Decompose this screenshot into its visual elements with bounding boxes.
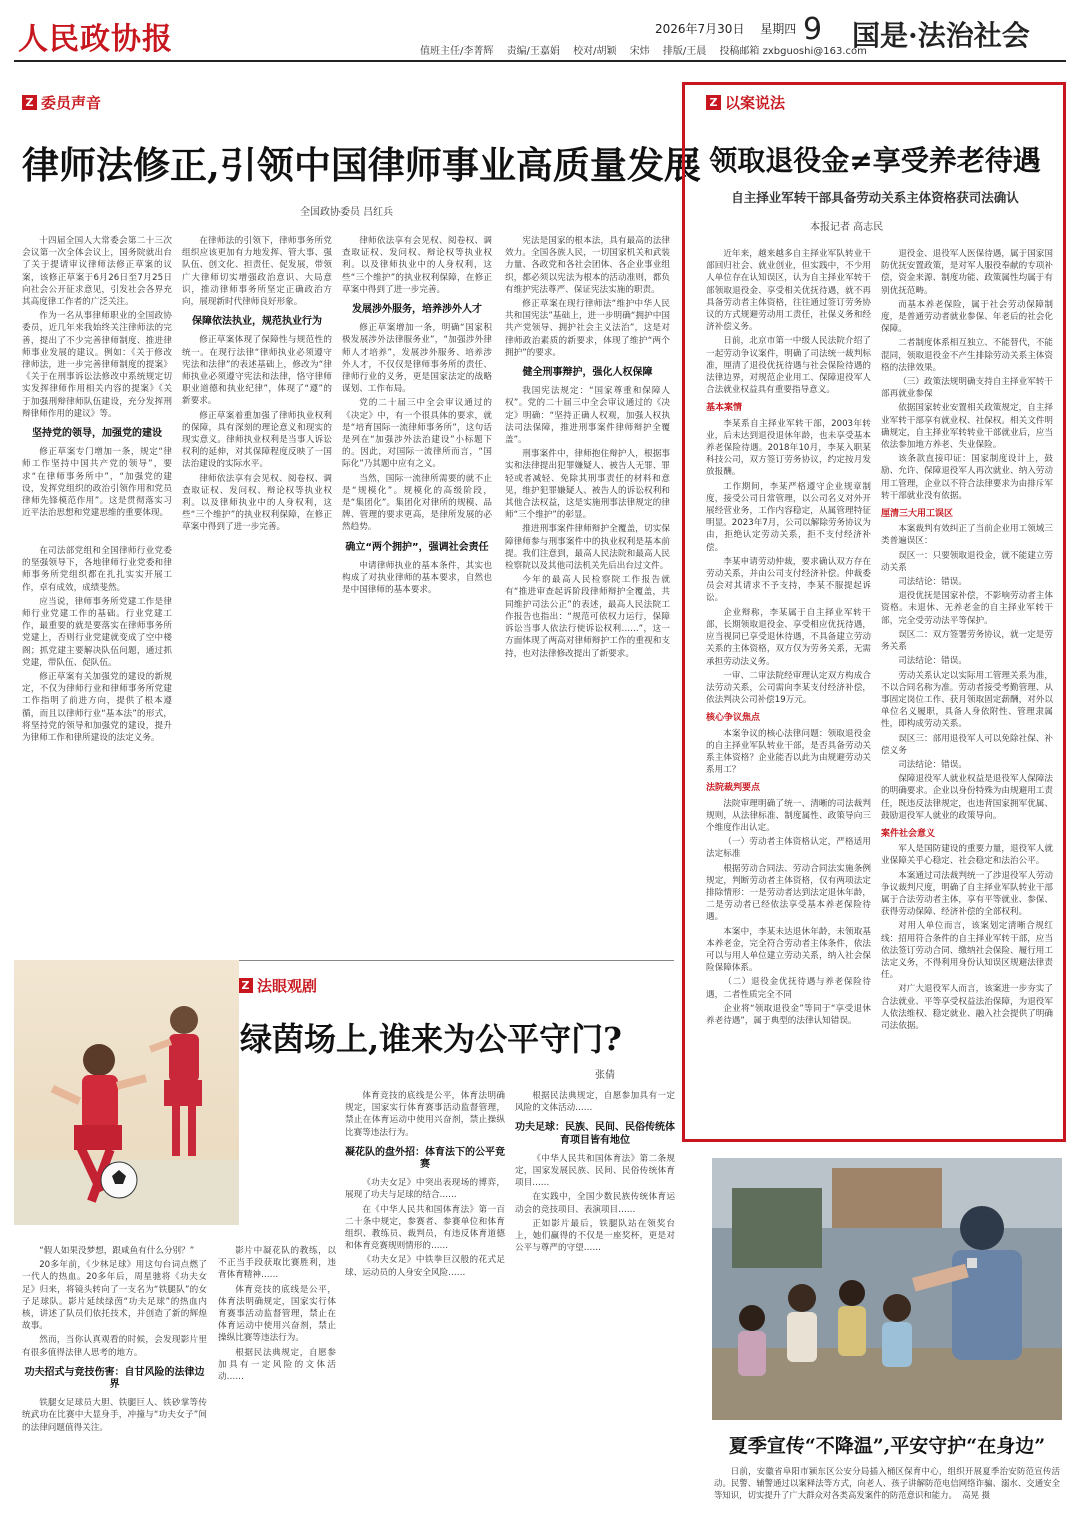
football-players-illustration [14,960,239,1225]
paragraph: 该条款直接印证：国家制度设计上，鼓励、允许、保障退役军人再次就业、纳入劳动用工管理，企业以不符合法律要求为由排斥军转干部就业没有依据。 [881,454,1053,501]
news-photo [712,1158,1062,1420]
paragraph: 铁腿女足球员大胆、铁腿巨人、铁砂掌等传统武功在比赛中大显身手，冲撞与“功夫女子”间的法律问题值得关注。 [22,1398,207,1433]
paragraph: 影片中凝花队的教练，以不正当手段获取比赛胜利，违背体育精神…… [218,1246,336,1281]
article-column [515,1090,675,1520]
paragraph: 企业将“领取退役金”等同于“享受退休养老待遇”，属于典型的法律认知错误。 [706,1003,871,1026]
paragraph: 在实践中，全国少数民族传统体育运动会的竞技项目、表演项目…… [515,1192,675,1215]
paragraph: 然而，当你认真观看的时候，会发现影片里有很多值得法律人思考的地方。 [22,1335,207,1358]
photo-caption-text [714,1465,1060,1520]
section-heading: 核心争议焦点 [706,713,761,724]
section-heading: 厘清三大用工误区 [881,509,954,520]
paragraph: 一审、二审法院经审理认定双方构成合法劳动关系，公司需向李某支付经济补偿，依法判决公司补偿19万元。 [706,670,871,706]
article-column [22,1245,207,1520]
article-column [342,235,492,940]
paragraph: 刑事案件中，律师抱住辩护人，根据事实和法律提出犯罪嫌疑人、被告人无罪、罪轻或者减轻、免除其刑事责任的材料和意见，维护犯罪嫌疑人、被告人的诉讼权利和其他合法权益，这是实施刑事法律规定的律师“三个维护”的彰显。 [505,449,670,521]
paragraph: 正如影片最后，铁腿队站在领奖台上，她们赢得的不仅是一座奖杯，更是对公平与尊严的守望…… [515,1218,675,1254]
article-subtitle: 自主择业军转干部具备劳动关系主体资格获司法确认 [731,190,1019,205]
paragraph: 律师依法享有会见权、阅卷权、调查取证权、发问权、辩论权等执业权利。以及律师执业中的人身权利，这些“三个维护”的执业权利保障，在修正草案中得到了进一步完善。 [182,473,332,533]
paragraph: 司法结论：错误。 [898,656,967,667]
paragraph: 体育竞技的底线是公平，体育法明确规定，国家实行体育赛事活动监督管理，禁止在体育运动中使用兴奋剂，禁止操纵比赛等违法行为。 [345,1091,505,1138]
paragraph: 我国宪法规定：“国家尊重和保障人权”。党的二十届三中全会审议通过的《决定》明确：“坚持正确人权观，加强人权执法司法保障，推进刑事案件律师辩护全覆盖”。 [505,386,670,446]
paragraph: 对广大退役军人而言，该案进一步夯实了合法就业、平等享受权益法治保障，为退役军人依法维权、稳定就业、融入社会提供了明确司法依据。 [881,984,1053,1031]
paragraph: 误区一：只要领取退役金，就不能建立劳动关系 [881,550,1053,573]
article-column [182,235,332,940]
paragraph: 退役优抚是国家补偿，不影响劳动者主体资格。未退休、无养老金的自主择业军转干部，完全受劳动法平等保护。 [881,591,1053,626]
article-column [706,248,871,1133]
paragraph: 法院审理明确了统一、清晰的司法裁判规则，从法律标准、制度属性、政策导向三个维度作出认定。 [706,798,871,833]
paragraph: 二者制度体系相互独立、不能替代，不能混同，领取退役金不产生排除劳动关系主体资格的法律效果。 [881,338,1053,373]
paragraph: 企业辩称，李某属于自主择业军转干部，长期领取退役金、享受相应优抚待遇，应当视同已享受退休待遇，不具备建立劳动关系的主体资格，双方仅为劳务关系，无需承担劳动法义务。 [706,607,871,667]
paragraph: 军人是国防建设的重要力量，退役军人就业保障关乎心稳定、社会稳定和法治公平。 [881,844,1053,867]
credit-item: 校对/胡颖 [573,46,617,57]
paragraph: 在《中华人民共和国体育法》第一百二十条中规定，参赛者、参赛单位和体育组织、教练员、裁判员，有违反体育道德和体育竞赛规则情形的…… [345,1204,505,1252]
paragraph: 对用人单位而言，该案划定清晰合规红线：招用符合条件的自主择业军转干部，应当依法签订劳动合同、缴纳社会保险、履行用工法定义务，不得利用身份认知误区规避法律责任。 [881,921,1053,981]
z-badge-icon: Z [706,95,721,110]
paragraph: 根据劳动合同法、劳动合同法实施条例规定，判断劳动者主体资格，仅有两项法定排除情形：一是劳动者达到法定退休年龄，二是劳动者已经依法享受基本养老保险待遇。 [706,863,871,923]
tag-label: 委员声音 [41,94,102,112]
paragraph: 工作期间，李某严格遵守企业规章制度，接受公司日常管理，以公司名义对外开展经营业务，工作内容稳定，从属管理特征明显。2023年7月，公司以解除劳务协议为由，拒绝认定劳动关系，拒不支付经济补偿。 [706,481,871,553]
article-column [881,248,1053,1133]
paragraph: 而基本养老保险，属于社会劳动保障制度，是普通劳动者就业参保、年老后的社会化保障。 [881,299,1053,335]
article-column [345,1090,505,1520]
paragraph: 修正草案体现了保障性与规范性的统一。在现行法律“律师执业必须遵守宪法和法律”的表述基础上，修改为“律师执业必须遵守宪法和法律，恪守律师职业道德和执业纪律”，体现了“遵”的新要求。 [182,335,332,407]
paragraph: 当然，国际一流律所需要的就不止是“规模化”。规模化的高级阶段，是“集团化”。集团化对律所的规模、品牌、管理的要求更高，是律所发展的必然趋势。 [342,473,492,533]
credit-item: 责编/王嘉娟 [506,46,560,57]
paragraph: 推进刑事案件律师辩护全覆盖，切实保障律师参与刑事案件中的执业权利是基本前提。我们注意到，最高人民法院和最高人民检察院以及其他司法机关先后出台过文件。 [505,524,670,572]
weekday: 星期四 [760,22,797,36]
date-line [655,20,808,37]
paragraph: 《中华人民共和国体育法》第二条规定，国家发展民族、民间、民俗传统体育项目…… [515,1153,675,1189]
paragraph: 保障退役军人就业权益是退役军人保障法的明确要求。企业以身份特殊为由规避用工责任，既违反法律规定，也违背国家拥军优属、鼓励退役军人就业的政策导向。 [881,774,1053,821]
paragraph: 退役金、退役军人医保待遇，属于国家国防优抚安置政策，是对军人服役奉献的专项补偿，资金来源、制度功能、政策属性均属于有别优抚范畴。 [881,249,1053,296]
paragraph: 根据民法典规定，自愿参加具有一定风险的文体活动…… [218,1347,336,1383]
z-badge-icon: Z [238,978,253,993]
paragraph: 应当说，律师事务所党建工作是律师行业党建工作的基础。行业党建工作，最重要的就是要落实在律师事务所党建上，否则行业党建就变成了空中楼阁；抓党建主要解决队伍问题，通过抓党建，带队伍、促队伍。 [22,596,172,668]
paragraph: （一）劳动者主体资格认定，严格适用法定标准 [706,837,871,860]
paragraph: （二）退役金优抚待遇与养老保险待遇，二者性质完全不同 [706,977,871,1000]
article-byline: 全国政协委员 吕红兵 [300,207,394,218]
article-column [22,545,172,940]
photo-credit: 高晃 摄 [962,1490,990,1501]
section-heading: 法院裁判要点 [706,783,761,794]
paragraph: 近年来，越来越多自主择业军队转业干部回归社会、就业创业，但实践中，不少用人单位存在认知误区，认为自主择业军转干部领取退役金、享受相关优抚待遇，就不再具备劳动者主体资格，往往通过签订劳务协议的方式规避劳动用工责任，社保义务和经济补偿义务。 [706,249,871,333]
paragraph: 在律师法的引领下，律师事务所党组织应该更加有力地发挥、管大事、强队伍、创文化、担责任、促发展，带领广大律师切实增强政治意识、大局意识，推动律师事务所坚定正确政治方向，展现新时代律师良好形象。 [182,236,332,308]
masthead-rule [14,60,1066,62]
credit-item: 宋炜 [629,46,650,57]
tag-label: 法眼观剧 [257,977,318,995]
page-section-title: 国是·法治社会 [852,19,1030,52]
photo-caption-title: 夏季宣传“不降温”,平安守护“在身边” [728,1435,1046,1457]
issue-date: 2026年7月30日 [655,22,745,36]
paragraph: 申请律师执业的基本条件，其实也构成了对执业律师的基本要求，自然也是中国律师的基本要求。 [342,560,492,596]
editor-credits [420,42,877,57]
paragraph: 司法结论：错误。 [898,759,967,770]
article-headline: 领取退役金≠享受养老待遇 [709,144,1041,177]
article-column [505,235,670,940]
article-headline: 律师法修正,引领中国律师事业高质量发展 [22,143,701,187]
paragraph: 误区三：部用退役军人可以免除社保、补偿义务 [881,733,1053,756]
section-tag [238,975,317,996]
paragraph: 《功夫女足》中铁拳巨汉般的花式足球、运动员的人身安全风险…… [345,1255,505,1278]
tag-label: 以案说法 [725,94,786,112]
paragraph: 20多年前，《少林足球》用这句台词点燃了一代人的热血。20多年后，周星驰将《功夫女足》归来，将镜头转向了一支名为“铁腿队”的女子足球队。影片延续绿茵“功夫足球”的热血内核，讲述了队员们依托技术，并创造了新的辉煌故事。 [22,1260,207,1332]
paragraph: 误区二：双方签署劳务协议，就一定是劳务关系 [881,629,1053,653]
paragraph: 十四届全国人大常委会第二十三次会议第一次全体会议上，国务院就出台了关于提请审议律师法修正草案的议案，该修正草案于6月26日至7月25日向社会公开征求意见，引发社会各界充其高度律工作者的广泛关注。 [22,236,172,308]
police-with-children-photo [712,1158,1062,1420]
z-badge-icon: Z [22,95,37,110]
paragraph: 体育竞技的底线是公平，体育法明确规定，国家实行体育赛事活动监督管理，禁止在体育运动中使用兴奋剂，禁止操纵比赛等违法行为。 [218,1284,336,1344]
paragraph: 劳动关系认定以实际用工管理关系为准，不以合同名称为准。劳动者接受考勤管理、从事固定岗位工作、获月领取固定薪酬，对外以单位名义履职，具备人身依附性、管理隶属性，即构成劳动关系。 [881,670,1053,730]
paragraph: 《功夫女足》中突出表现场的博弈，展现了功夫与足球的结合…… [345,1178,505,1201]
paragraph: 本案中，李某未达退休年龄，未领取基本养老金，完全符合劳动者主体条件，依法可以与用人单位建立劳动关系，纳入社会保险保障体系。 [706,926,871,974]
paragraph: 本案通过司法裁判统一了涉退役军人劳动争议裁判尺度，明确了自主择业军队转业干部属于合法劳动者主体，享有平等就业、参保、获得劳动保障、经济补偿的全部权利。 [881,870,1053,918]
paragraph: 修正草案着重加强了律师执业权利的保障，具有深刻的理论意义和现实的现实意义。律师执业权利是当事人诉讼权利的延伸，对其保障程度反映了一国法治建设的实际水平。 [182,410,332,470]
section-heading: 案件社会意义 [881,828,936,839]
paragraph: 在司法部党组和全国律师行业党委的坚强领导下，各地律师行业党委和律师事务所党组织都在扎扎实实开展工作，卓有成效，成绩斐然。 [22,546,172,593]
paragraph: 本案争议的核心法律问题：领取退役金的自主择业军队转业干部，是否具备劳动关系主体资格？企业能否以此为由规避劳动关系用工？ [706,728,871,776]
drama-still-image [14,960,239,1225]
section-heading: 基本案情 [706,403,743,414]
subheading: 功夫招式与竞技伤害：自甘风险的法律边界 [24,1366,205,1391]
caption-paragraph [714,1465,1060,1502]
paragraph: 修正草案有关加强党的建设的新规定，不仅为律师行业和律师事务所党建工作指明了前进方向，提供了根本遵循，而且以律师行业“基本法”的形式，将坚持党的领导和加强党的建设，提升为律师工作和律所建设的法定义务。 [22,672,172,744]
paragraph: 根据民法典规定，自愿参加具有一定风险的文体活动…… [515,1091,675,1114]
paragraph: （三）政策法规明确支持自主择业军转干部再就业参保 [881,377,1053,400]
page-number: 9 [803,12,823,47]
paragraph: 李某系自主择业军转干部，2003年转业，后未达到退役退休年龄，也未享受基本养老保险待遇。2018年10月，李某入职某科技公司，双方签订劳务协议，约定按月发放报酬。 [706,418,871,478]
subheading: 功夫足球：民族、民间、民俗传统体育项目皆有地位 [515,1122,675,1146]
article-column [22,235,172,545]
paragraph: 修正草案在现行律师法“维护中华人民共和国宪法”基础上，进一步明确“拥护中国共产党领导、拥护社会主义法治”，这是对律师政治素质的新要求，体现了维护“两个拥护”的要求。 [505,299,670,358]
paragraph: 今年的最高人民检察院工作报告就有“推进审查起诉阶段律师辩护全覆盖，共同维护司法公正”的表述，最高人民法院工作报告也指出：“规范可依权力运行，保障诉讼当事人依法行使诉讼权利……”，这一方面体现了两高对律师辩护工作的重视和支持，也对法律修改提出了新要求。 [505,575,670,659]
subheading: 确立“两个拥护”，强调社会责任 [345,541,489,553]
article-headline: 绿茵场上,谁来为公平守门? [240,1020,622,1058]
paragraph: 本案裁判有效纠正了当前企业用工领域三类普遍误区： [881,524,1053,547]
credit-item: 投稿邮箱 zxbguoshi@163.com [719,46,867,57]
subheading: 健全刑事辩护，强化人权保障 [522,367,653,379]
section-tag [22,92,101,113]
paragraph: 李某申请劳动仲裁，要求确认双方存在劳动关系，并由公司支付经济补偿。仲裁委员会对其请求不予支持，李某不服提起诉讼。 [706,556,871,604]
credit-item: 值班主任/李菁辉 [420,46,494,57]
subheading: 发展涉外服务，培养涉外人才 [352,304,482,316]
paragraph: 作为一名从事律师职业的全国政协委员，近几年来我始终关注律师法的完善，提出了不少完善律师制度、推进律师事业发展的建议。例如：《关于修改律师法，进一步完善律师制度的提案》《关于在刑事诉讼法修改中系统规定切实发挥律师作用相关内容的提案》《关于加强刑辩律师队伍建设，充分发挥刑辩律师作用的建议》等。 [22,311,172,419]
masthead-logo: 人民政协报 [18,22,173,57]
article-byline: 本报记者 高志民 [810,222,884,233]
subheading: 保障依法执业，规范执业行为 [192,316,322,328]
paragraph: 律师依法享有会见权、阅卷权、调查取证权、发问权、辩论权等执业权利。以及律师执业中的人身权利，这些“三个维护”的执业权利保障，在修正草案中得到了进一步完善。 [342,236,492,295]
paragraph: 日前，北京市第一中级人民法院介绍了一起劳动争议案件，明确了司法统一裁判标准，厘清了退役优抚待遇与社会保险待遇的法律边界，对规范企业用工、保障退役军人合法就业权益具有重要指导意义。 [706,336,871,396]
article-column [218,1245,336,1520]
caption-body: 日前，安徽省阜阳市颍东区公安分局插入桶区保育中心，组织开展夏季治安防范宣传活动。民警、辅警通过以案释法等方式，向老人、孩子讲解防范电信网络诈骗、溺水、交通安全等知识，切实提升了广大群众对各类高发案件的防范意识和能力。 [714,1466,1060,1501]
paragraph: 修正草案增加一条，明确“国家积极发展涉外法律服务业”，“加强涉外律师人才培养”，发展涉外服务、培养涉外人才，不仅仅是律师事务所的责任、律师行业的义务，更是国家法定的战略谋划、工作布局。 [342,323,492,395]
paragraph: 宪法是国家的根本法，具有最高的法律效力。全国各族人民，一切国家机关和武装力量、各政党和各社会团体、各企业事业组织，都必须以宪法为根本的活动准则，都负有维护宪法尊严、保证宪法实施的职责。 [505,236,670,295]
paragraph: “假人如果没梦想，跟咸鱼有什么分别？” [39,1246,195,1256]
article-byline: 张倩 [595,1070,615,1081]
section-tag [706,92,785,113]
subheading: 坚持党的领导，加强党的建设 [32,428,162,440]
paragraph: 依据国家转业安置相关政策规定，自主择业军转干部享有就业权、社保权。相关文件明确规定，自主择业军转转业干部就业后，应当依法参加地方养老、失业保险。 [881,403,1053,451]
paragraph: 修正草案专门增加一条，规定“律师工作坚持中国共产党的领导”，要求“在律师事务所中”，“加强党的建设，发挥党组织的政治引领作用和党员律师先锋模范作用”。这是贯彻落实习近平法治思想和党建思维的重要体现。 [22,447,172,519]
subheading: 凝花队的盘外招：体育法下的公平竞赛 [345,1146,505,1171]
paragraph: 党的二十届三中全会审议通过的《决定》中，有一个很具体的要求，就是“培育国际一流律师事务所”，这句话是列在“加强涉外法治建设”小标题下的。因此，对国际一流律所而言，“国际化”乃其题中应有之义。 [342,398,492,470]
paragraph: 司法结论：错误。 [898,577,967,588]
credit-item: 排版/王晨 [662,46,707,57]
